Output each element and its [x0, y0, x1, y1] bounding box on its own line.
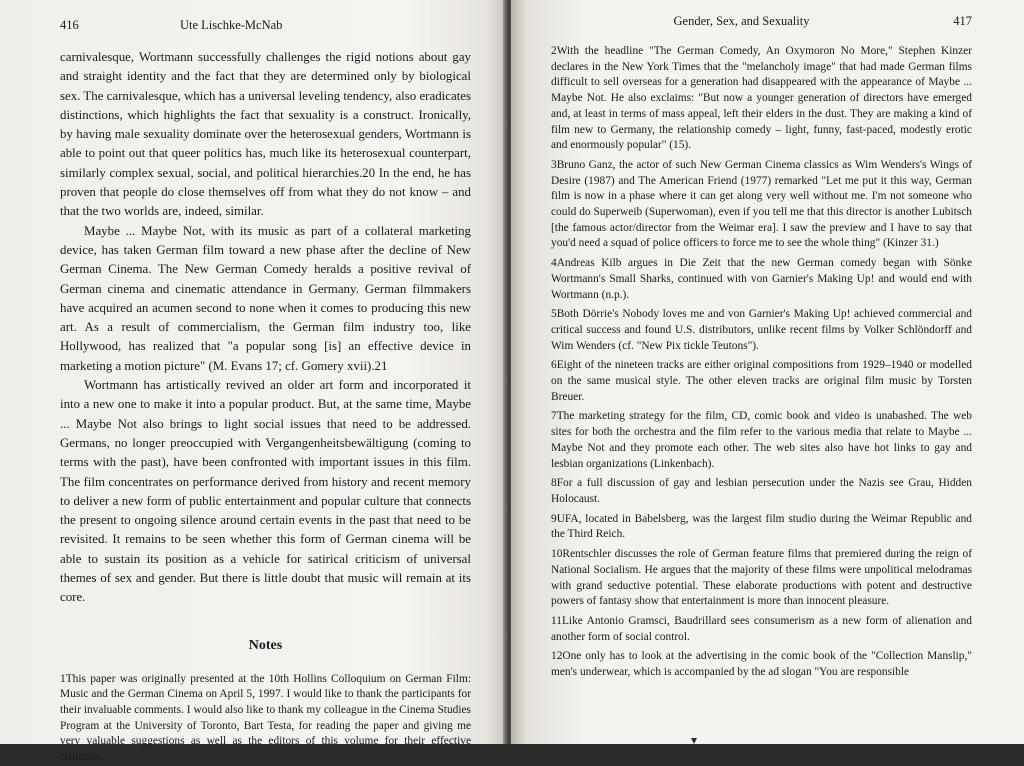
paragraph: Maybe ... Maybe Not, with its music as part of a collateral marketing device, has taken German film toward a new phase after the decline of New German Cinema. The New German Comedy heralds a positive revival of German cinema and cinematic attendance in Germany. German filmmakers have acquired an acumen second to none when it comes to producing this new art. As a result of commercialism, the German film industry too, like Hollywood, has realized that "a popular song [is] an effective device in marketing a motion picture" (M. Evans 17; cf. Gomery xvii).21 — [60, 223, 471, 373]
footnote: 1This paper was originally presented at the 10th Hollins Colloquium on German Film: Music and the German Cinema on April 5, 1997. I would like to thank the participants for their invaluable comments. I would also like to thank my colleague in the Cinema Studies Program at the University of Toronto, Bart Testa, for reading the paper and giving me very valuable suggestions as well as the editors of this volume for their effective criticism. — [60, 672, 471, 764]
footnote: 12One only has to look at the advertising in the comic book of the "Collection Manslip," men's underwear, which is accompanied by the ad slogan "You are responsible — [551, 650, 972, 679]
footnote: 11Like Antonio Gramsci, Baudrillard sees consumerism as a new form of alienation and another form of social control. — [551, 614, 972, 643]
paragraph: carnivalesque, Wortmann successfully challenges the rigid notions about gay and straight identity and the fact that they are determined only by biological sex. The carnivalesque, which has a universal leveling tendency, also eradicates distinctions, which highlights the fact that sexuality is a construct. Ironically, by having male sexuality dominate over the heterosexual genders, Wortmann is able to point out that queer politics has, much like its heterosexual counterpart, similarly complex sexual, social, and political hierarchies.20 In the end, he has proven that people do close themselves off from what they do not know – and that the two worlds are, indeed, similar. — [60, 50, 471, 219]
body-text — [60, 48, 471, 608]
footnote: 2With the headline "The German Comedy, An Oxymoron No More," Stephen Kinzer declares in the New York Times that the "melancholy image" that had made German films difficult to sell overseas for a generation had disappeared with the appearance of Maybe ... Maybe Not. He also exclaims: "But now a younger generation of directors have emerged and, at least in terms of mass appeal, left their elders in the dust. They are making a kind of film new to Germany, the relationship comedy – light, funny, fast-paced, modestly erotic and enormously popular" (15). — [551, 45, 972, 152]
left-page-header — [60, 18, 471, 34]
footnote: 7The marketing strategy for the film, CD, comic book and video is unabashed. The web sites for both the orchestra and the film refer to the various media that relate to Maybe ... Maybe Not and they promote each other. The web sites also have hot links to gay and lesbian organizations (Linkenbach). — [551, 410, 972, 470]
footnote: 4Andreas Kilb argues in Die Zeit that the new German comedy began with Sönke Wortmann's Small Sharks, continued with von Garnier's Making Up! and would end with Wortmann (n.p.). — [551, 257, 972, 301]
notes-list — [551, 44, 972, 681]
running-head: Ute Lischke-McNab — [180, 18, 283, 32]
right-page — [511, 0, 1024, 744]
footnote: 10Rentschler discusses the role of German feature films that premiered during the reign of National Socialism. He argues that the majority of these films were unpolitical melodramas with grand seductive potential. These elaborate productions with potent and destructive powers of fantasy show that entertainment is more than innocent pleasure. — [551, 548, 972, 608]
ribbon-marker — [691, 738, 697, 744]
footnote: 5Both Dörrie's Nobody loves me and von Garnier's Making Up! achieved commercial and critical success and found U.S. distributors, unlike recent films by Volker Schlöndorff and Wim Wenders (cf. "New Pix tickle Teutons"). — [551, 308, 972, 352]
notes-heading: Notes — [248, 637, 283, 653]
footnote: 8For a full discussion of gay and lesbian persecution under the Nazis see Grau, Hidden Holocaust. — [551, 477, 972, 505]
paragraph: Wortmann has artistically revived an older art form and incorporated it into a new one to make it into a popular product. But, at the same time, Maybe ... Maybe Not also brings to light social issues that need to be addressed. Germans, no longer preoccupied with Vergangenheitsbewältigung (coming to terms with the past), have been confronted with important issues in this film. The film concentrates on performance derived from history and recent memory to deliver a new form of public entertainment and popular culture that connects the present to ongoing silence around certain events in the past that need to be revisited. It remains to be seen whether this form of German cinema will be able to sustain its position as a vehicle for satirical criticism of universal themes of sex and gender. But there is little doubt that music will remain at its core. — [60, 378, 471, 605]
running-head: Gender, Sex, and Sexuality — [673, 14, 810, 28]
page-number: 417 — [953, 14, 972, 28]
right-page-header — [551, 14, 972, 30]
footnote: 6Eight of the nineteen tracks are either original compositions from 1929–1940 or modelled on the same musical style. The other eleven tracks are original film music by Torsten Breuer. — [551, 359, 972, 403]
left-page — [0, 0, 507, 764]
footnote: 9UFA, located in Babelsberg, was the largest film studio during the Weimar Republic and the Third Reich. — [551, 512, 972, 541]
page-number: 416 — [60, 18, 79, 32]
footnote: 3Bruno Ganz, the actor of such New German Cinema classics as Wim Wenders's Wings of Desire (1987) and The American Friend (1977) remarked "Let me put it this way, German film is now in a phase where it can get along very well without me. I'm not someone who could do Superweib (Superwoman), even if you tell me that this director is another Lubitsch [the famous actor/director from the Weimar era]. I saw the preview and I have to say that you'd need a squad of police officers to force me to see the whole thing" (Kinzer 31.) — [551, 158, 972, 250]
